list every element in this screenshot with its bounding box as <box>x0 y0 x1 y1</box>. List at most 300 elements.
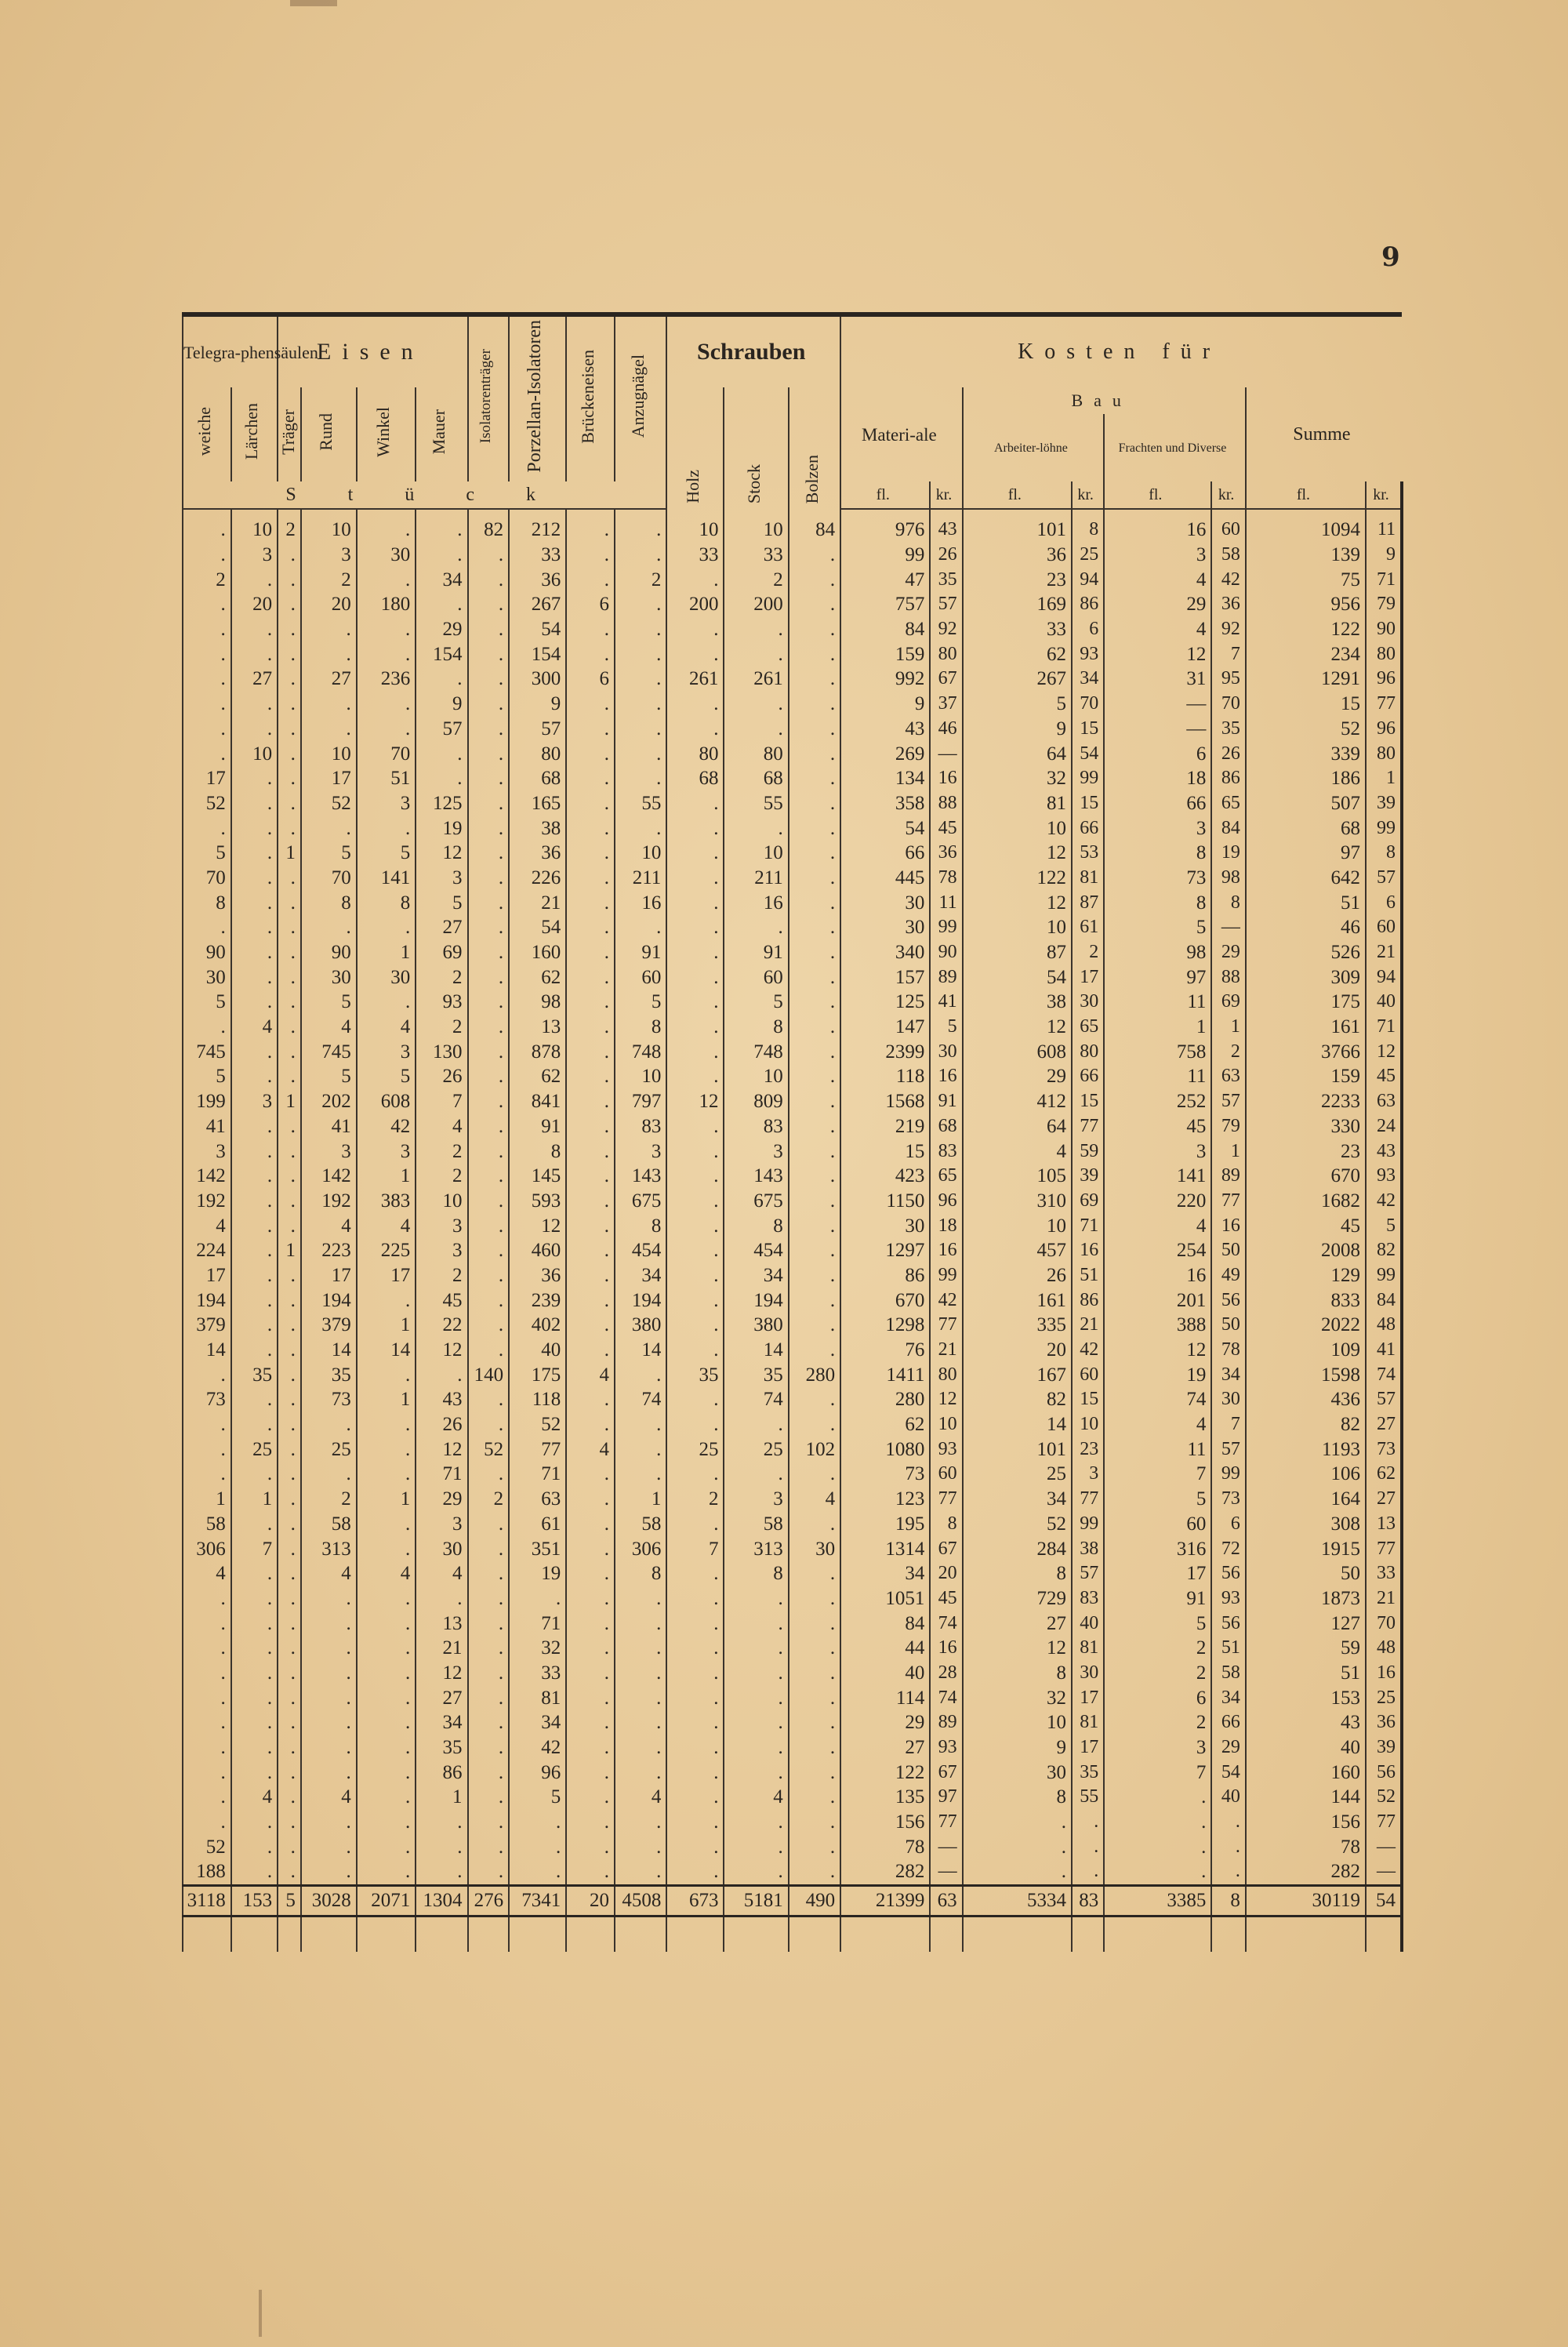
table-cell: 14 <box>301 1338 357 1363</box>
table-cell: . <box>231 1338 278 1363</box>
table-row <box>183 1462 1402 1487</box>
table-cell: . <box>468 1015 510 1040</box>
table-cell: . <box>278 1064 301 1089</box>
table-cell: . <box>357 692 416 717</box>
table-cell: 33 <box>724 543 788 568</box>
table-cell: . <box>416 1834 467 1859</box>
table-cell: . <box>357 915 416 940</box>
table-cell: . <box>301 1462 357 1487</box>
table-cell: . <box>468 1710 510 1735</box>
table-cell: 97 <box>1104 965 1211 990</box>
table-cell: . <box>183 1362 231 1387</box>
table-cell: 339 <box>1246 741 1366 766</box>
table-cell: . <box>357 990 416 1015</box>
total-cell: 5181 <box>724 1885 788 1916</box>
table-cell: 4 <box>301 1015 357 1040</box>
table-cell: 4 <box>789 1487 840 1512</box>
table-cell: . <box>357 1661 416 1686</box>
traeger-label: Träger <box>278 409 299 455</box>
table-cell: 34 <box>1211 1362 1245 1387</box>
table-cell: . <box>1211 1834 1245 1859</box>
table-cell: . <box>789 990 840 1015</box>
table-cell: . <box>566 890 615 915</box>
table-cell: 3 <box>1072 1462 1104 1487</box>
table-cell: 5 <box>509 1785 566 1810</box>
table-cell: 66 <box>1072 816 1104 841</box>
table-cell: 68 <box>666 766 724 791</box>
table-cell: 99 <box>840 543 930 568</box>
table-cell: . <box>666 965 724 990</box>
table-row <box>183 1039 1402 1064</box>
table-cell: 9 <box>963 1735 1072 1760</box>
table-cell: . <box>566 1313 615 1338</box>
table-cell: . <box>666 1735 724 1760</box>
table-cell: 675 <box>615 1189 666 1214</box>
table-cell: 26 <box>930 543 962 568</box>
table-cell: 60 <box>1072 1362 1104 1387</box>
table-cell: 45 <box>1104 1114 1211 1139</box>
table-cell: 10 <box>615 841 666 866</box>
table-cell: . <box>468 1189 510 1214</box>
col-group-kosten: Kosten für <box>840 314 1402 387</box>
table-cell: 27 <box>963 1611 1072 1636</box>
table-cell: . <box>468 1536 510 1561</box>
table-cell: 82 <box>1246 1412 1366 1437</box>
table-cell: . <box>789 641 840 667</box>
table-cell: 52 <box>183 1834 231 1859</box>
table-cell: 6 <box>1104 741 1211 766</box>
table-cell: 57 <box>416 717 467 742</box>
table-cell: 42 <box>357 1114 416 1139</box>
table-row <box>183 890 1402 915</box>
table-cell: 593 <box>509 1189 566 1214</box>
table-cell: 68 <box>509 766 566 791</box>
table-cell: 129 <box>1246 1263 1366 1288</box>
table-cell: . <box>301 617 357 642</box>
table-cell: 8 <box>1072 509 1104 543</box>
table-cell: 10 <box>231 509 278 543</box>
table-cell: 745 <box>301 1039 357 1064</box>
table-cell: . <box>615 766 666 791</box>
table-cell: 194 <box>183 1288 231 1313</box>
table-cell: 35 <box>1072 1760 1104 1785</box>
table-cell: . <box>231 567 278 592</box>
table-cell: 45 <box>930 816 962 841</box>
table-cell: 16 <box>1366 1661 1402 1686</box>
table-row <box>183 741 1402 766</box>
table-cell: 33 <box>509 543 566 568</box>
table-cell: . <box>278 692 301 717</box>
table-cell: . <box>666 692 724 717</box>
table-cell: . <box>416 1362 467 1387</box>
table-cell: . <box>566 509 615 543</box>
table-cell: 65 <box>1072 1015 1104 1040</box>
table-cell: . <box>724 1834 788 1859</box>
table-cell: 154 <box>509 641 566 667</box>
table-cell: . <box>666 1834 724 1859</box>
table-cell: 74 <box>930 1685 962 1710</box>
table-cell: . <box>183 667 231 692</box>
table-row <box>183 692 1402 717</box>
table-cell: 5 <box>963 692 1072 717</box>
total-cell: 3118 <box>183 1885 231 1916</box>
table-cell: 161 <box>963 1288 1072 1313</box>
table-cell: 72 <box>1211 1536 1245 1561</box>
table-cell: 70 <box>357 741 416 766</box>
table-cell: . <box>231 1114 278 1139</box>
table-row <box>183 667 1402 692</box>
table-cell: 17 <box>1072 965 1104 990</box>
table-cell: . <box>724 692 788 717</box>
table-cell: . <box>666 1238 724 1263</box>
table-cell: . <box>789 667 840 692</box>
table-cell: . <box>666 1213 724 1238</box>
table-cell: . <box>666 1263 724 1288</box>
table-cell: . <box>615 1661 666 1686</box>
table-cell: . <box>231 717 278 742</box>
table-cell: 157 <box>840 965 930 990</box>
stock-label: Stock <box>743 463 764 503</box>
table-cell: 80 <box>666 741 724 766</box>
table-row <box>183 1661 1402 1686</box>
table-cell: 35 <box>666 1362 724 1387</box>
table-cell: 41 <box>930 990 962 1015</box>
table-cell: . <box>278 915 301 940</box>
table-cell: . <box>615 1362 666 1387</box>
col-holz <box>666 387 724 509</box>
table-cell: 77 <box>509 1437 566 1462</box>
table-cell: 26 <box>963 1263 1072 1288</box>
table-cell: 526 <box>1246 940 1366 965</box>
table-cell: . <box>183 1412 231 1437</box>
table-cell: . <box>183 1636 231 1661</box>
table-cell: . <box>278 1785 301 1810</box>
table-cell: — <box>930 1834 962 1859</box>
table-cell: 82 <box>1366 1238 1402 1263</box>
table-cell: . <box>231 1263 278 1288</box>
table-cell: 10 <box>963 915 1072 940</box>
table-cell: 46 <box>930 717 962 742</box>
table-cell: . <box>724 717 788 742</box>
table-cell: . <box>357 717 416 742</box>
table-cell: . <box>615 692 666 717</box>
table-cell: 69 <box>1211 990 1245 1015</box>
table-cell: . <box>416 1859 467 1885</box>
table-cell: 19 <box>509 1561 566 1586</box>
table-cell: 1 <box>1211 1139 1245 1164</box>
table-cell: 7 <box>666 1536 724 1561</box>
table-cell: 32 <box>963 766 1072 791</box>
table-cell: 87 <box>963 940 1072 965</box>
table-cell: 4 <box>231 1015 278 1040</box>
table-cell: 670 <box>840 1288 930 1313</box>
table-cell: 3 <box>416 866 467 891</box>
table-cell: 670 <box>1246 1164 1366 1189</box>
table-cell: 18 <box>1104 766 1211 791</box>
table-cell: 8 <box>724 1015 788 1040</box>
table-cell: 134 <box>840 766 930 791</box>
table-cell: 11 <box>1104 1437 1211 1462</box>
col-winkel <box>357 387 416 481</box>
table-cell: 1051 <box>840 1586 930 1611</box>
table-cell: 330 <box>1246 1114 1366 1139</box>
table-cell: 16 <box>930 1064 962 1089</box>
table-cell: . <box>278 741 301 766</box>
table-cell: . <box>231 766 278 791</box>
table-cell: 748 <box>615 1039 666 1064</box>
table-cell: 54 <box>840 816 930 841</box>
table-cell: . <box>278 1561 301 1586</box>
table-cell: 30 <box>1072 990 1104 1015</box>
table-cell: . <box>301 1760 357 1785</box>
table-cell: 78 <box>840 1834 930 1859</box>
table-cell: 12 <box>1104 1338 1211 1363</box>
table-cell: . <box>231 1064 278 1089</box>
table-cell: — <box>1211 915 1245 940</box>
table-cell: . <box>566 1685 615 1710</box>
table-cell: 63 <box>1211 1064 1245 1089</box>
table-cell: . <box>566 1561 615 1586</box>
table-cell: 66 <box>1072 1064 1104 1089</box>
table-cell: 27 <box>416 1685 467 1710</box>
table-cell: . <box>278 641 301 667</box>
table-cell: 143 <box>724 1164 788 1189</box>
winkel-label: Winkel <box>373 406 394 457</box>
table-cell: 25 <box>666 1437 724 1462</box>
table-cell: 41 <box>183 1114 231 1139</box>
col-bolzen <box>789 387 840 509</box>
table-cell: 160 <box>1246 1760 1366 1785</box>
table-cell: . <box>278 717 301 742</box>
table-cell: . <box>566 1288 615 1313</box>
table-cell: 8 <box>615 1015 666 1040</box>
table-cell: 3 <box>1104 1139 1211 1164</box>
table-cell: 4 <box>1104 1412 1211 1437</box>
table-cell: . <box>666 1313 724 1338</box>
table-cell: 29 <box>1211 1735 1245 1760</box>
table-cell: 50 <box>1211 1313 1245 1338</box>
table-cell: . <box>666 990 724 1015</box>
table-cell: 1291 <box>1246 667 1366 692</box>
table-cell: 57 <box>1211 1437 1245 1462</box>
table-cell: . <box>231 1561 278 1586</box>
table-cell: . <box>278 1810 301 1835</box>
table-cell: 758 <box>1104 1039 1211 1064</box>
table-cell: . <box>566 692 615 717</box>
table-cell: 91 <box>509 1114 566 1139</box>
table-cell: . <box>724 641 788 667</box>
table-cell: 73 <box>301 1387 357 1412</box>
table-cell: 4 <box>183 1561 231 1586</box>
table-row <box>183 841 1402 866</box>
table-cell: . <box>789 1164 840 1189</box>
table-cell: — <box>1104 692 1211 717</box>
table-row <box>183 1760 1402 1785</box>
table-cell: 70 <box>301 866 357 891</box>
table-cell: . <box>278 965 301 990</box>
table-cell: 379 <box>301 1313 357 1338</box>
table-cell: 127 <box>1246 1611 1366 1636</box>
table-cell: 26 <box>1211 741 1245 766</box>
table-cell: 8 <box>1104 841 1211 866</box>
table-cell: . <box>666 915 724 940</box>
table-cell: 21 <box>509 890 566 915</box>
table-cell: 58 <box>615 1512 666 1537</box>
table-cell: . <box>468 1685 510 1710</box>
table-cell: 21 <box>1366 1586 1402 1611</box>
table-cell: . <box>231 1039 278 1064</box>
col-arbeiterloehne: Arbeiter-löhne <box>963 414 1105 481</box>
table-cell: 16 <box>930 1238 962 1263</box>
table-cell: 3 <box>416 1213 467 1238</box>
table-cell: 211 <box>724 866 788 891</box>
table-cell: 99 <box>930 1263 962 1288</box>
table-cell: 159 <box>1246 1064 1366 1089</box>
bottom-rule-row <box>183 1916 1402 1952</box>
table-cell: 80 <box>724 741 788 766</box>
table-cell: 59 <box>1072 1139 1104 1164</box>
table-cell: 219 <box>840 1114 930 1139</box>
table-cell: 99 <box>1072 766 1104 791</box>
table-row <box>183 1362 1402 1387</box>
table-row <box>183 816 1402 841</box>
table-cell: 12 <box>963 890 1072 915</box>
table-row <box>183 1586 1402 1611</box>
table-cell: 5 <box>301 841 357 866</box>
table-cell: 21 <box>1072 1313 1104 1338</box>
table-cell: 91 <box>1104 1586 1211 1611</box>
table-cell: 58 <box>1211 543 1245 568</box>
table-cell: 23 <box>1246 1139 1366 1164</box>
table-cell: . <box>416 766 467 791</box>
table-cell: . <box>278 1213 301 1238</box>
table-cell: 139 <box>1246 543 1366 568</box>
table-cell: 81 <box>1072 1710 1104 1735</box>
table-cell: 16 <box>1104 1263 1211 1288</box>
table-cell: 51 <box>357 766 416 791</box>
table-cell: 976 <box>840 509 930 543</box>
table-cell: 1 <box>357 940 416 965</box>
table-row <box>183 1313 1402 1338</box>
table-cell: 101 <box>963 1437 1072 1462</box>
total-cell: 490 <box>789 1885 840 1916</box>
table-cell: 66 <box>840 841 930 866</box>
table-cell: . <box>278 1760 301 1785</box>
table-cell: . <box>789 1139 840 1164</box>
table-cell: . <box>615 1462 666 1487</box>
table-cell: 351 <box>509 1536 566 1561</box>
table-cell: . <box>566 1735 615 1760</box>
table-cell: . <box>666 1039 724 1064</box>
table-cell: 65 <box>1211 791 1245 816</box>
table-cell: 388 <box>1104 1313 1211 1338</box>
table-cell: 47 <box>840 567 930 592</box>
table-cell: 10 <box>615 1064 666 1089</box>
table-cell: 88 <box>930 791 962 816</box>
table-cell: . <box>724 1735 788 1760</box>
total-cell: 673 <box>666 1885 724 1916</box>
table-cell: 7 <box>1104 1760 1211 1785</box>
table-row <box>183 1512 1402 1537</box>
table-cell: 54 <box>963 965 1072 990</box>
table-cell: 122 <box>963 866 1072 891</box>
table-cell: 254 <box>1104 1238 1211 1263</box>
table-cell: 175 <box>1246 990 1366 1015</box>
table-cell: . <box>789 617 840 642</box>
brueckeneisen-label: Brückeneisen <box>578 349 598 444</box>
table-cell: 29 <box>1104 592 1211 617</box>
table-cell: 143 <box>615 1164 666 1189</box>
col-traeger <box>278 387 301 481</box>
table-cell: 18 <box>930 1213 962 1238</box>
table-cell: 35 <box>724 1362 788 1387</box>
table-cell: . <box>231 692 278 717</box>
table-cell: 99 <box>930 915 962 940</box>
table-cell: . <box>231 1139 278 1164</box>
table-cell: 71 <box>509 1462 566 1487</box>
table-cell: 39 <box>1366 791 1402 816</box>
table-cell: . <box>468 1512 510 1537</box>
table-cell: . <box>615 543 666 568</box>
table-cell: 5 <box>1104 915 1211 940</box>
table-cell: . <box>278 1512 301 1537</box>
table-cell: . <box>566 567 615 592</box>
table-cell: 61 <box>509 1512 566 1537</box>
table-row <box>183 1710 1402 1735</box>
table-cell: — <box>1366 1834 1402 1859</box>
table-cell: 51 <box>1246 1661 1366 1686</box>
table-cell: . <box>566 866 615 891</box>
table-row <box>183 1412 1402 1437</box>
table-cell: 6 <box>1104 1685 1211 1710</box>
table-cell: 122 <box>840 1760 930 1785</box>
total-cell: 5334 <box>963 1885 1072 1916</box>
table-cell: 224 <box>183 1238 231 1263</box>
table-cell: 10 <box>666 509 724 543</box>
table-cell: . <box>666 841 724 866</box>
table-cell: 186 <box>1246 766 1366 791</box>
table-cell: 423 <box>840 1164 930 1189</box>
table-cell: . <box>416 509 467 543</box>
table-cell: 77 <box>1072 1487 1104 1512</box>
table-cell: 55 <box>615 791 666 816</box>
table-cell: 102 <box>789 1437 840 1462</box>
table-cell: . <box>468 1735 510 1760</box>
table-cell: 2 <box>416 1139 467 1164</box>
table-cell: . <box>566 1760 615 1785</box>
table-cell: . <box>183 741 231 766</box>
table-row <box>183 1263 1402 1288</box>
table-cell: 35 <box>1211 717 1245 742</box>
table-cell: 7 <box>231 1536 278 1561</box>
table-cell: 10 <box>416 1189 467 1214</box>
table-cell: 51 <box>1211 1636 1245 1661</box>
table-cell: 1 <box>357 1387 416 1412</box>
unit-fl-materiale: fl. <box>840 481 930 509</box>
col-frachten: Frachten und Diverse <box>1104 414 1246 481</box>
table-cell: 1080 <box>840 1437 930 1462</box>
table-cell: 878 <box>509 1039 566 1064</box>
weiche-label: weiche <box>194 407 214 456</box>
table-cell: 2 <box>1104 1636 1211 1661</box>
table-cell: 11 <box>1104 990 1211 1015</box>
table-cell: 34 <box>724 1263 788 1288</box>
table-cell: . <box>566 1462 615 1487</box>
table-cell: 60 <box>1211 509 1245 543</box>
table-cell: 118 <box>840 1064 930 1089</box>
table-cell: 2 <box>416 965 467 990</box>
table-cell: . <box>231 1238 278 1263</box>
